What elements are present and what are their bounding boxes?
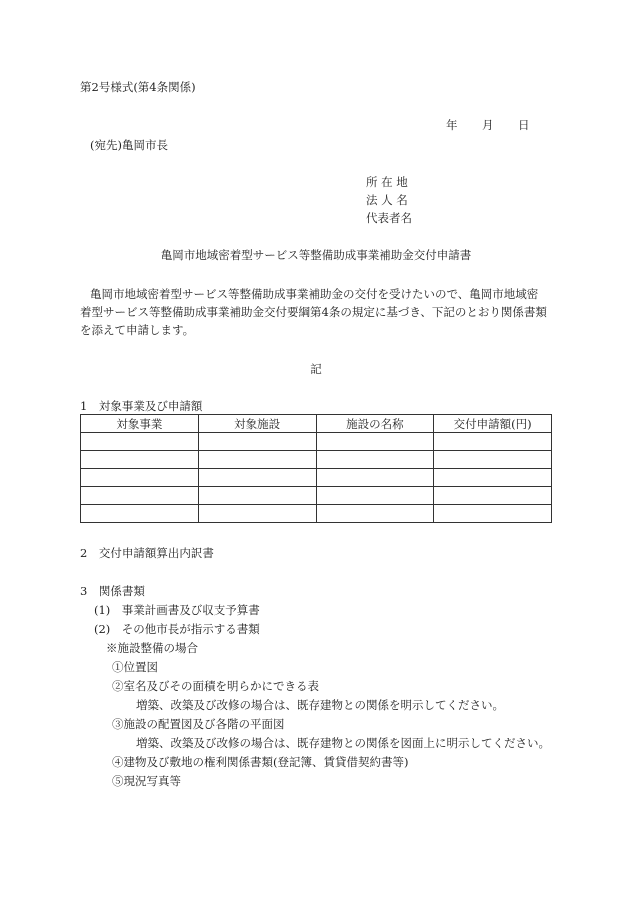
date-month-label: 月 [482, 118, 494, 132]
table-header-row [81, 415, 552, 433]
sub-item-floor-plan: ③施設の配置図及び各階の平面図 [112, 717, 285, 731]
ki-mark: 記 [310, 362, 322, 376]
sub-item-floor-plan-note: 増築、改築及び改修の場合は、既存建物との関係を図面上に明示してください。 [136, 736, 550, 750]
table-cell[interactable] [198, 451, 316, 469]
column-header-project: 対象事業 [81, 415, 199, 433]
table-cell[interactable] [81, 469, 199, 487]
table-row [81, 433, 552, 451]
field-representative-label: 代表者名 [366, 211, 412, 225]
column-header-facility-name: 施設の名称 [316, 415, 434, 433]
table-cell[interactable] [81, 505, 199, 523]
section-3-heading: 3 関係書類 [80, 584, 145, 598]
table-cell[interactable] [434, 451, 552, 469]
table-row [81, 451, 552, 469]
facility-heading: ※施設整備の場合 [106, 641, 198, 655]
field-address-label: 所 在 地 [366, 175, 408, 189]
table-cell[interactable] [316, 451, 434, 469]
column-header-facility: 対象施設 [198, 415, 316, 433]
table-cell[interactable] [198, 505, 316, 523]
table-row [81, 505, 552, 523]
sub-item-location-map: ①位置図 [112, 660, 158, 674]
date-year-label: 年 [446, 118, 458, 132]
table-cell[interactable] [316, 469, 434, 487]
table-cell[interactable] [316, 487, 434, 505]
table-cell[interactable] [198, 469, 316, 487]
table-cell[interactable] [434, 487, 552, 505]
table-cell[interactable] [434, 469, 552, 487]
table-cell[interactable] [434, 433, 552, 451]
addressee: (宛先)亀岡市長 [90, 138, 168, 152]
sub-item-property-rights: ④建物及び敷地の権利関係書類(登記簿、賃貸借契約書等) [112, 755, 409, 769]
table-cell[interactable] [198, 487, 316, 505]
body-text-line-2: 着型サービス等整備助成事業補助金交付要綱第4条の規定に基づき、下記のとおり関係書類 [80, 305, 547, 319]
application-amount-table [80, 414, 552, 523]
date-day-label: 日 [518, 118, 530, 132]
table-row [81, 469, 552, 487]
column-header-amount: 交付申請額(円) [434, 415, 552, 433]
sub-item-photos: ⑤現況写真等 [112, 774, 181, 788]
document-title: 亀岡市地域密着型サービス等整備助成事業補助金交付申請書 [160, 248, 472, 262]
table-cell[interactable] [434, 505, 552, 523]
body-text-line-1: 亀岡市地域密着型サービス等整備助成事業補助金の交付を受けたいので、亀岡市地域密 [90, 287, 539, 301]
section-2-heading: 2 交付申請額算出内訳書 [80, 546, 214, 560]
table-cell[interactable] [316, 433, 434, 451]
table-cell[interactable] [81, 451, 199, 469]
sub-item-room-table: ②室名及びその面積を明らかにできる表 [112, 679, 319, 693]
form-number: 第2号様式(第4条関係) [80, 80, 196, 94]
document-item-1: (1) 事業計画書及び収支予算書 [94, 603, 260, 617]
table-cell[interactable] [81, 487, 199, 505]
table-cell[interactable] [316, 505, 434, 523]
document-item-2: (2) その他市長が指示する書類 [94, 622, 260, 636]
sub-item-room-note: 増築、改築及び改修の場合は、既存建物との関係を明示してください。 [136, 698, 504, 712]
table-cell[interactable] [81, 433, 199, 451]
section-1-heading: 1 対象事業及び申請額 [80, 399, 203, 413]
table-row [81, 487, 552, 505]
body-text-line-3: を添えて申請します。 [80, 323, 195, 337]
field-corporation-label: 法 人 名 [366, 193, 408, 207]
table-cell[interactable] [198, 433, 316, 451]
